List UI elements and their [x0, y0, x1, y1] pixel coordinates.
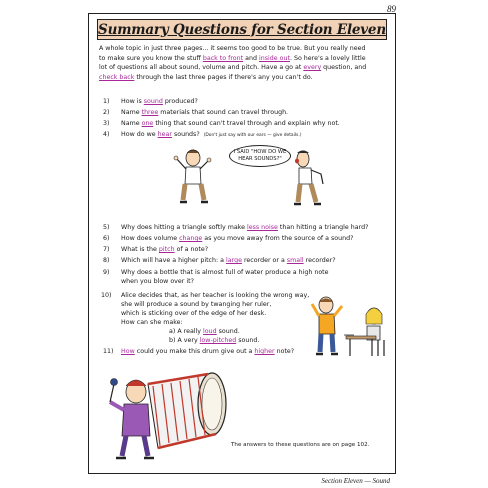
speech-bubble: I SAID "HOW DO WE HEAR SOUNDS?": [229, 145, 291, 167]
keyword: every: [303, 64, 322, 72]
page-title: Summary Questions for Section Eleven: [98, 21, 386, 38]
keyword: back to front: [202, 54, 244, 62]
question-note: (Don't just say with our ears — give details.): [203, 133, 302, 138]
drum-illustration: [104, 362, 234, 462]
intro-paragraph: [99, 44, 391, 82]
keyword: loud: [203, 328, 217, 335]
intro-line: check back through the last three pages if there's any you can't do.: [99, 73, 313, 81]
keyword: small: [286, 257, 304, 264]
answers-note: The answers to these questions are on page 102.: [231, 442, 370, 448]
keyword: large: [225, 257, 242, 264]
figure-alice-at-desk: [344, 306, 388, 358]
intro-line: to make sure you know the stuff back to front and inside out. So here's a lovely little: [99, 54, 366, 62]
intro-line: lot of questions all about sound, volume and pitch. Have a go at every question, and: [99, 64, 367, 72]
keyword: low-pitched: [199, 337, 237, 344]
keyword: change: [179, 235, 203, 242]
intro-line: A whole topic in just three pages... it seems too good to be true. But you really need: [99, 45, 366, 52]
page-number: 89: [387, 4, 396, 14]
section-footer: Section Eleven — Sound: [321, 477, 390, 485]
figure-teacher: [310, 296, 346, 358]
keyword: less noise: [246, 224, 278, 231]
keyword: one: [141, 120, 154, 127]
keyword: check back: [99, 73, 135, 81]
keyword: three: [141, 109, 159, 116]
figure-man-shouting: [289, 150, 329, 210]
figure-boy-listening: [168, 148, 218, 208]
keyword: pitch: [158, 246, 175, 253]
keyword: higher: [254, 348, 275, 355]
keyword: How: [121, 348, 135, 355]
keyword: hear: [157, 131, 172, 138]
keyword: inside out: [258, 54, 290, 62]
title-box: [97, 19, 387, 40]
keyword: sound: [143, 98, 163, 105]
